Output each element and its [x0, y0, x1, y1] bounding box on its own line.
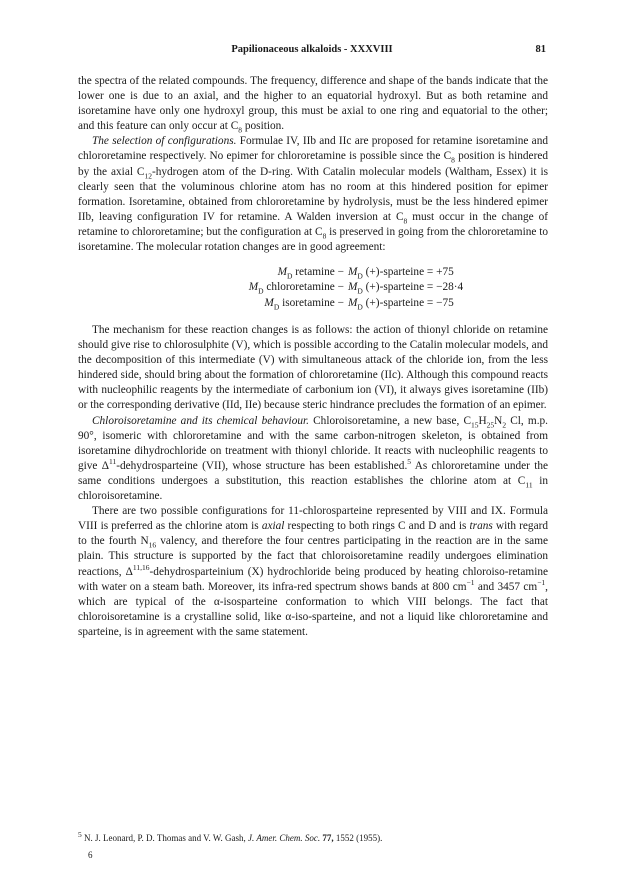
p4-text-2: H [478, 414, 487, 427]
p4-sup-1: 11 [109, 457, 117, 467]
eq-sub: D [357, 301, 363, 311]
p4-text-4: Cl, m.p. 90°, isomeric with chlororetamine and with the same carbon-nitrogen skeleton, is obtained from isoretamine dihydrochloride on treatment with thionyl chloride. It reacts with nucleophilic reagents to give Δ [78, 414, 548, 472]
p5-text-7: , which are typical of the α-isosparteine conformation to which VIII belongs. The fact that chloroisoretamine is a crystalline solid, like α-iso-sparteine, and not a liquid like chlororetamine and sparteine, is in agreement with the same statement. [78, 580, 548, 638]
p4-text-5: -dehydrosparteine (VII), whose structure has been established. [116, 459, 408, 472]
rotation-equations [176, 265, 548, 311]
p5-text-3: with regard to the fourth N [78, 520, 548, 548]
eq-sub: D [273, 301, 280, 311]
p2-text-1: Formulae IV, IIb and IIc are proposed for retamine isoretamine and chlororetamine respectively. No epimer for chlororetamine is possible since the C [78, 135, 548, 163]
p5-text-4: valency, and therefore the four centres participating in the reaction are in the same plain. This structure is supported by the fact that chloroisoretamine readily undergoes elimination reactions, Δ [78, 535, 548, 578]
footnote [78, 832, 548, 844]
eq-rhs-text: (+)-sparteine = −75 [362, 296, 454, 309]
eq-sub: D [357, 271, 363, 281]
eq-sub: D [258, 286, 264, 296]
footnote-volume: 77, [320, 833, 334, 843]
paragraph-5 [78, 504, 548, 640]
p2-sub-3: 8 [403, 216, 408, 226]
p5-italic-1: axial [261, 520, 285, 533]
eq-symbol: M [348, 281, 358, 294]
equation-row [176, 265, 548, 280]
eq-sub: D [357, 286, 363, 296]
equation-row [176, 280, 548, 295]
equation-lhs: $M_D$ chlororetamine − [248, 281, 344, 296]
p5-text-5: -dehydrosparteinium (X) hydrochloride being produced by heating chloroiso-retamine with water on a steam bath. Moreover, its infra-red spectrum shows bands at 800 cm [78, 565, 548, 593]
p5-text-1: There are two possible configurations for 11-chlorosparteine represented by VIII and IX. Formula VIII is preferred as the chlorine atom is [78, 505, 548, 533]
eq-symbol: M [248, 281, 259, 294]
eq-sub: D [287, 271, 293, 281]
footnote-pages-year: 1552 (1955). [333, 833, 383, 843]
footnote-authors: N. J. Leonard, P. D. Thomas and V. W. Gash, [81, 833, 248, 843]
eq-lhs-text: chlororetamine [263, 281, 335, 294]
equation-rhs [344, 280, 463, 295]
footnote-journal: J. Amer. Chem. Soc. [248, 833, 321, 843]
eq-symbol: M [277, 266, 288, 279]
p1-end: position. [242, 120, 285, 133]
p2-text-5: is preserved in going from the chlororetamine to isoretamine. The molecular rotation changes are in good agreement: [78, 225, 549, 254]
p5-sup-2: −1 [466, 577, 475, 587]
p4-text-1: Chloroisoretamine, a new base, C [308, 414, 471, 427]
p5-text-2: respecting to both rings C and D and is [284, 520, 470, 533]
paragraph-1 [78, 74, 548, 134]
page-number: 81 [535, 44, 546, 55]
p5-sub-1: 16 [148, 540, 157, 550]
p5-text-6: and 3457 cm [474, 580, 538, 593]
body-text [78, 74, 548, 640]
p4-sub-3: 2 [502, 419, 507, 429]
equation-lhs: $M_D$ retamine − [277, 266, 344, 281]
p5-sup-3: −1 [537, 577, 546, 587]
footnote-mark: 5 [78, 830, 82, 839]
p2-text-4: must occur in the change of retamine to chlororetamine; but the configuration at C [78, 210, 548, 238]
p4-sub-2: 25 [486, 419, 495, 429]
eq-rhs-text: (+)-sparteine = −28·4 [362, 281, 464, 294]
p1-text: the spectra of the related compounds. The frequency, difference and shape of the bands indicate that the lower one is due to an axial, and the higher to an equatorial hydroxyl. But as both retamine and isoretamine have only one hydroxyl group, this must be axial to one ring and equatorial to the other; and this feature can only occur at C [78, 75, 548, 133]
paragraph-4 [78, 414, 548, 505]
equation-rhs [344, 296, 454, 311]
paragraph-3: The mechanism for these reaction changes is as follows: the action of thionyl chloride on retamine should give rise to chlorosulphite (V), which is possible according to the Catalin molecular models, and the decomposition of this intermediate (V) with simultaneous attack of the chloride ion, from the less hindered side, should bring about the formation of chlororetamine (IIc). Although this compound reacts with nucleophilic reagents by the intermediate of carbonium ion (VI), it always gives isoretamine (IIb) or the corresponding derivative (IId, IIe) because steric hindrance precludes the formation of an epimer. [78, 324, 548, 412]
p2-text-2: position is hindered by the axial C [78, 150, 548, 178]
equation-lhs: $M_D$ isoretamine − [264, 296, 344, 311]
p2-sub-2: 12 [144, 170, 152, 180]
eq-lhs-text: retamine [292, 266, 335, 279]
eq-lhs-text: isoretamine [279, 296, 335, 309]
p2-sub-1: 8 [451, 155, 455, 165]
eq-symbol: M [348, 266, 358, 279]
p2-sub-4: 8 [322, 231, 327, 241]
eq-symbol: M [348, 296, 358, 309]
section-heading-configurations: The selection of configurations. [92, 135, 237, 148]
p4-text-7: in chloroisoretamine. [78, 474, 548, 503]
p5-sup-1: 11,16 [132, 562, 150, 572]
p4-sub-4: 11 [525, 480, 533, 490]
equation-row [176, 296, 548, 311]
p5-italic-2: trans [469, 520, 493, 533]
eq-symbol: M [264, 296, 274, 309]
p4-text-3: N [494, 414, 503, 427]
paragraph-2 [78, 134, 548, 255]
running-head: Papilionaceous alkaloids - XXXVIII [231, 44, 393, 55]
p2-text-3: -hydrogen atom of the D-ring. With Catalin molecular models (Waltham, Essex) it is clearly seen that the voluminous chlorine atom has no room at this hindered position for epimer formation. Isoretamine, obtained from chlororetamine by hydrolysis, must be the less hindered epimer IIb, leaving configuration IV for retamine. A Walden inversion at C [78, 165, 549, 223]
p4-text-6: As chlororetamine under the same conditions undergoes a substitution, this reaction establishes the chlorine atom at C [78, 459, 548, 487]
section-heading-chloroisoretamine: Chloroisoretamine and its chemical behaviour. [92, 414, 309, 427]
p1-subscript: 8 [238, 125, 243, 135]
page-footer-mark: 6 [88, 850, 93, 860]
page-header [78, 44, 546, 60]
footnote-ref: 5 [407, 457, 412, 467]
eq-rhs-text: (+)-sparteine = +75 [362, 266, 454, 279]
p4-sub-1: 15 [470, 419, 479, 429]
equation-rhs [344, 265, 454, 280]
